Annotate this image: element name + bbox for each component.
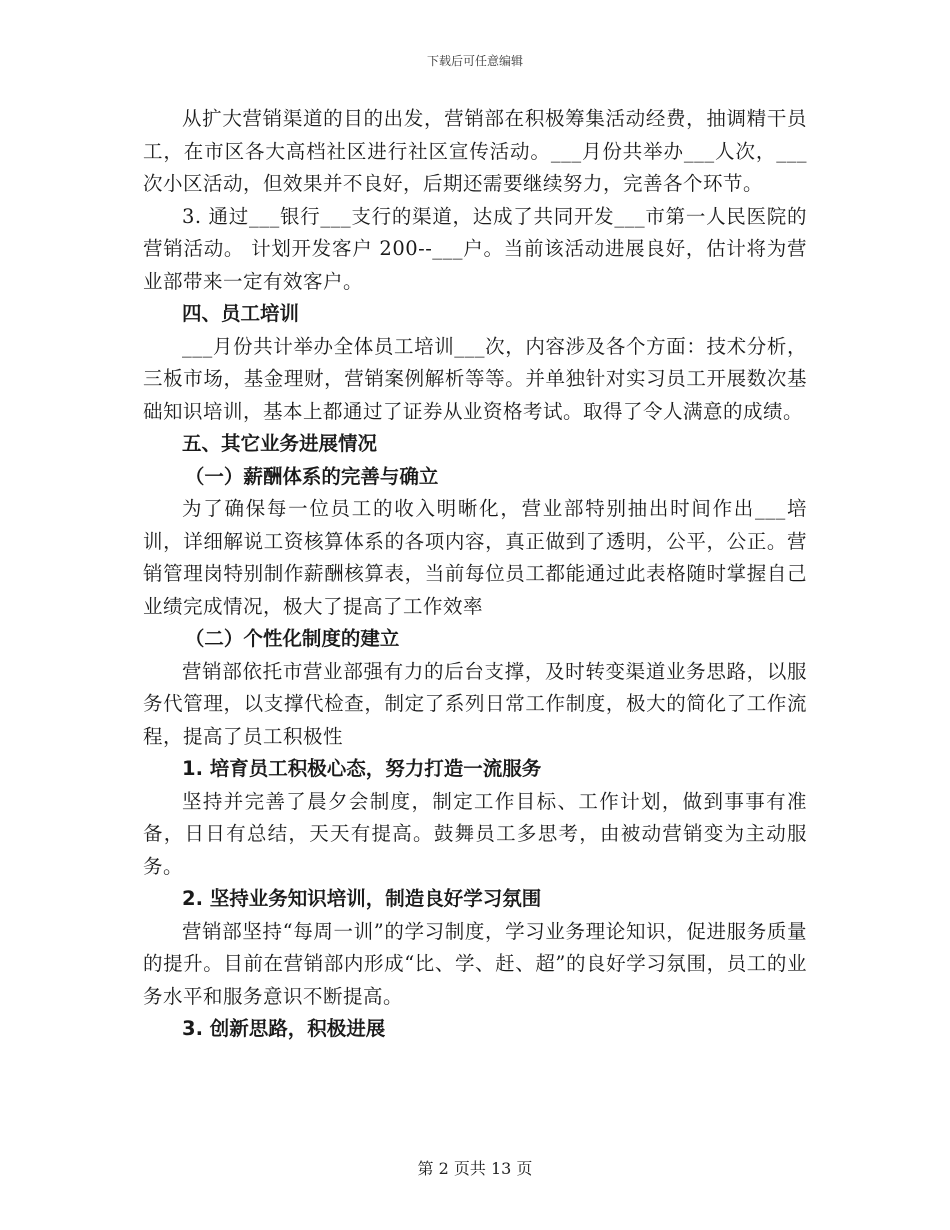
page-footer: 第 2 页共 13 页: [417, 1159, 533, 1178]
page-header: 下载后可任意编辑: [426, 54, 523, 68]
page-content: [143, 103, 807, 1046]
paragraph-staff-training: ___月份共计举办全体员工培训___次，内容涉及各个方面：技术分析，三板市场，基金理财，营销案例解析等等。并单独针对实习员工开展数次基础知识培训，基本上都通过了证券从业资格考试。取得了令人满意的成绩。: [143, 334, 807, 423]
heading-other-business: 五、其它业务进展情况: [182, 432, 378, 455]
paragraph-personalized-system: 营销部依托市营业部强有力的后台支撑，及时转变渠道业务思路，以服务代管理，以支撑代检查，制定了系列日常工作制度，极大的简化了工作流程，提高了员工积极性: [143, 659, 807, 748]
heading-salary-system: （一）薪酬体系的完善与确立: [184, 464, 439, 488]
paragraph-salary-system: 为了确保每一位员工的收入明晰化，营业部特别抽出时间作出___培训，详细解说工资核算体系的各项内容，真正做到了透明，公平，公正。营销管理岗特别制作薪酬核算表，当前每位员工都能通过此表格随时掌握自己业绩完成情况，极大了提高了工作效率: [143, 497, 807, 618]
heading-staff-training: 四、员工培训: [182, 302, 300, 325]
paragraph-positive-mindset: 坚持并完善了晨夕会制度，制定工作目标、工作计划，做到事事有准备，日日有总结，天天有提高。鼓舞员工多思考，由被动营销变为主动服务。: [143, 789, 807, 878]
heading-innovation: 3. 创新思路，积极进展: [182, 1017, 386, 1040]
heading-personalized-system: （二）个性化制度的建立: [184, 627, 400, 650]
paragraph-knowledge-training: 营销部坚持“每周一训”的学习制度，学习业务理论知识，促进服务质量的提升。目前在营销部内形成“比、学、赶、超”的良好学习氛围，员工的业务水平和服务意识不断提高。: [143, 919, 807, 1008]
paragraph-marketing-channels: 从扩大营销渠道的目的出发，营销部在积极筹集活动经费，抽调精干员工，在市区各大高档社区进行社区宣传活动。___月份共举办___人次，___次小区活动，但效果并不良好，后期还需要继续努力，完善各个环节。: [143, 107, 807, 195]
heading-positive-mindset: 1. 培育员工积极心态，努力打造一流服务: [182, 757, 542, 780]
heading-knowledge-training: 2. 坚持业务知识培训，制造良好学习氛围: [182, 887, 542, 910]
paragraph-bank-channel: 3. 通过___银行___支行的渠道，达成了共同开发___市第一人民医院的营销活动。 计划开发客户 200--___户。当前该活动进展良好，估计将为营业部带来一定有效客户。: [143, 204, 807, 293]
